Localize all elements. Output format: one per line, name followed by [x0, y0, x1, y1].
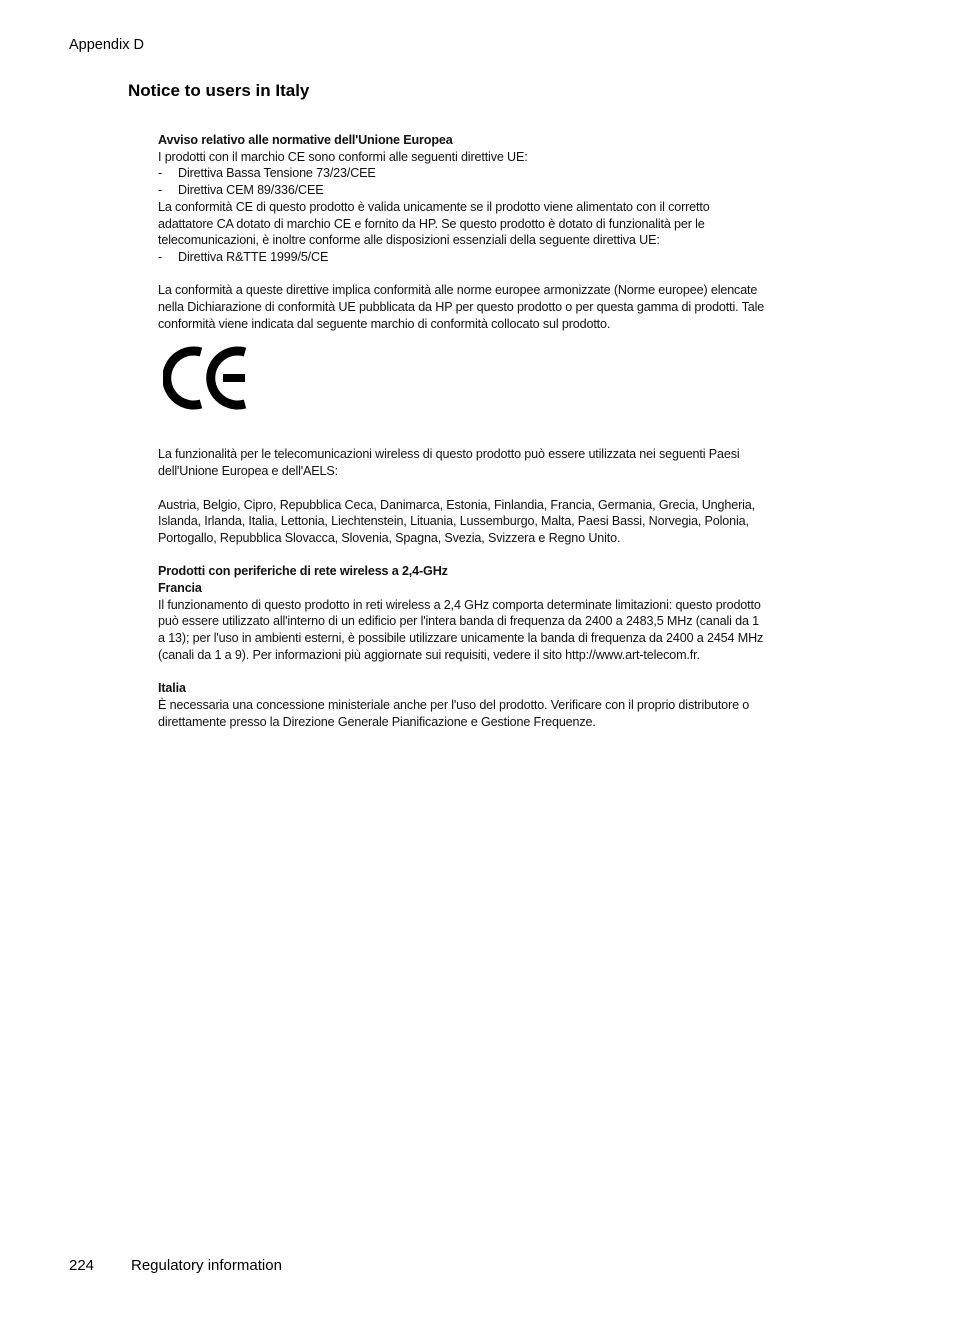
italy-heading: Italia [158, 681, 186, 696]
ce-mark-icon [163, 344, 768, 424]
directive-text: Direttiva R&TTE 1999/5/CE [178, 249, 329, 264]
france-heading: Francia [158, 581, 202, 596]
page-number: 224 [69, 1257, 95, 1274]
ce-mark-e-bar [223, 374, 245, 382]
italy-notice-image [158, 132, 768, 730]
countries-paragraph: Austria, Belgio, Cipro, Repubblica Ceca, Danimarca, Estonia, Finlandia, Francia, Germania, Grecia, Ungheria, Islanda, Irlanda, Italia, Lettonia, Liechtenstein, Lituania, Lussemburgo, Malta, Paesi Bassi, Norvegia, Polonia, Portogallo, Repubblica Slovacca, Slovenia, Spagna, Svezia, Svizzera e Regno Unito. [158, 497, 755, 545]
france-paragraph: Il funzionamento di questo prodotto in reti wireless a 2,4 GHz comporta determinate limitazioni: questo prodotto può essere utilizzato all'interno di un edificio per l'intera banda di frequenza da 2400 a 2483,5 MHz (canali da 1 a 13); per l'uso in ambienti esterni, è possibile utilizzare unicamente la banda di frequenza da 2400 a 2454 MHz (canali da 1 a 9). Per informazioni più aggiornate sui requisiti, vedere il sito http://www.art-telecom.fr. [158, 597, 764, 662]
ce-mark-icon [163, 344, 253, 412]
harmonized-paragraph: La conformità a queste direttive implica conformità alle norme europee armonizzate (Norme europee) elencate nella Dichiarazione di conformità UE pubblicata da HP per questo prodotto o per questa gamma di prodotti. Tale conformità viene indicata dal seguente marchio di conformità collocato sul prodotto. [158, 283, 765, 331]
conformity-paragraph: La conformità CE di questo prodotto è valida unicamente se il prodotto viene alimentato con il corretto adattatore CA dotato di marchio CE e fornito da HP. Se questo prodotto è dotato di funzionalità per le telecomunicazioni, è inoltre conforme alle disposizioni essenziali della seguente direttiva UE: [158, 199, 710, 248]
footer-section-name: Regulatory information [131, 1257, 282, 1274]
running-header: Appendix D [69, 37, 144, 53]
wireless-paragraph: La funzionalità per le telecomunicazioni wireless di questo prodotto può essere utilizzata nei seguenti Paesi dell'Unione Europea e dell'AELS: [158, 447, 740, 479]
ce-mark-c [167, 351, 201, 405]
directive-item: - Direttiva CEM 89/336/CEE [158, 183, 324, 198]
wireless-heading: Prodotti con periferiche di rete wireless a 2,4-GHz [158, 564, 448, 579]
notice-intro: I prodotti con il marchio CE sono conformi alle seguenti direttive UE: [158, 149, 528, 164]
italy-paragraph: È necessaria una concessione ministeriale anche per l'uso del prodotto. Verificare con il proprio distributore o direttamente presso la Direzione Generale Pianificazione e Gestione Frequenze. [158, 697, 750, 729]
directive-text: Direttiva CEM 89/336/CEE [178, 183, 324, 198]
section-title: Notice to users in Italy [128, 81, 310, 100]
directive-item: - Direttiva R&TTE 1999/5/CE [158, 249, 329, 264]
directive-item: - Direttiva Bassa Tensione 73/23/CEE [158, 166, 376, 181]
notice-heading: Avviso relativo alle normative dell'Unione Europea [158, 133, 453, 147]
directive-text: Direttiva Bassa Tensione 73/23/CEE [178, 166, 376, 181]
